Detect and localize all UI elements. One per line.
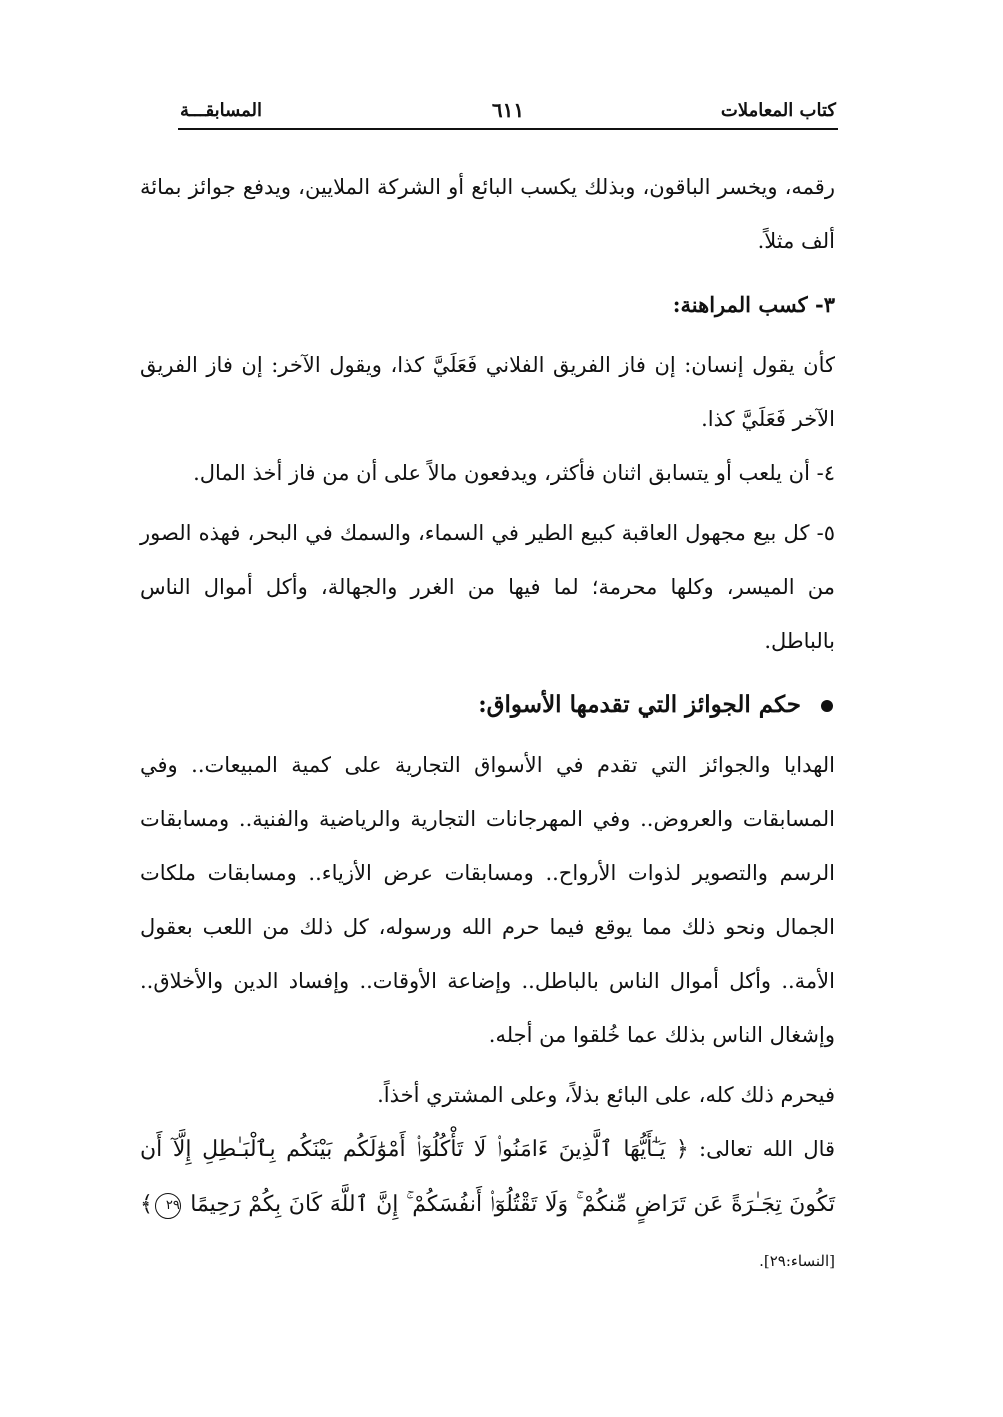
paragraph-continuation: رقمه، ويخسر الباقون، وبذلك يكسب البائع أو الشركة الملايين، ويدفع جوائز بمائة ألف مثلاً. xyxy=(140,175,835,253)
section-heading-text: حكم الجوائز التي تقدمها الأسواق: xyxy=(478,691,801,718)
quran-quote xyxy=(140,1122,835,1288)
paragraph-prohibition: فيحرم ذلك كله، على البائع بذلاً، وعلى المشتري أخذاً. xyxy=(377,1083,835,1107)
verse-intro: قال الله تعالى: xyxy=(699,1137,836,1161)
header-divider xyxy=(178,128,838,130)
verse-reference: [النساء:٢٩]. xyxy=(759,1252,835,1270)
book-title: كتاب المعاملات xyxy=(720,100,836,121)
section-heading-prizes xyxy=(140,678,835,732)
item-4: ٤- أن يلعب أو يتسابق اثنان فأكثر، ويدفعون مالاً على أن من فاز أخذ المال. xyxy=(193,461,835,485)
page-number: ٦١١ xyxy=(491,98,525,122)
paragraph-betting: كأن يقول إنسان: إن فاز الفريق الفلاني فَعَلَيَّ كذا، ويقول الآخر: إن فاز الفريق الآخر فَعَلَيَّ كذا. xyxy=(140,353,835,431)
page-header xyxy=(180,96,836,128)
verse-close-bracket: ﴾ xyxy=(140,1192,153,1217)
item-5: ٥- كل بيع مجهول العاقبة كبيع الطير في السماء، والسمك في البحر، فهذه الصور من الميسر، وكلها محرمة؛ لما فيها من الغرر والجهالة، وأكل أموال الناس بالباطل. xyxy=(140,521,835,653)
bullet-icon xyxy=(821,700,833,712)
verse-number-badge: ٢٩ xyxy=(155,1193,181,1219)
paragraph-prizes-ruling: الهدايا والجوائز التي تقدم في الأسواق التجارية على كمية المبيعات.. وفي المسابقات والعروض.. وفي المهرجانات التجارية والرياضية والفنية.. ومسابقات الرسم والتصوير لذوات الأرواح.. ومسابقات عرض الأزياء.. ومسابقات ملكات الجمال ونحو ذلك مما يوقع فيما حرم الله ورسوله، كل ذلك من اللعب بعقول الأمة.. وأكل أموال الناس بالباطل.. وإضاعة الأوقات.. وإفساد الدين والأخلاق.. وإشغال الناس بذلك عما خُلقوا من أجله. xyxy=(140,753,835,1047)
verse-open-bracket: ﴿ xyxy=(675,1137,689,1162)
page-body xyxy=(140,160,835,1288)
item-3-heading: ٣- كسب المراهنة: xyxy=(672,292,835,317)
verse-text: يَـٰٓأَيُّهَا ٱلَّذِينَ ءَامَنُوا۟ لَا تَأْكُلُوٓا۟ أَمْوَٰلَكُم بَيْنَكُم بِٱلْبَـٰطِلِ إِلَّآ أَن تَكُونَ تِجَـٰرَةً عَن تَرَاضٍ مِّنكُمْ ۚ وَلَا تَقْتُلُوٓا۟ أَنفُسَكُمْ ۚ إِنَّ ٱللَّهَ كَانَ بِكُمْ رَحِيمًا xyxy=(140,1137,835,1217)
chapter-title: المسابقـــة xyxy=(180,100,263,121)
